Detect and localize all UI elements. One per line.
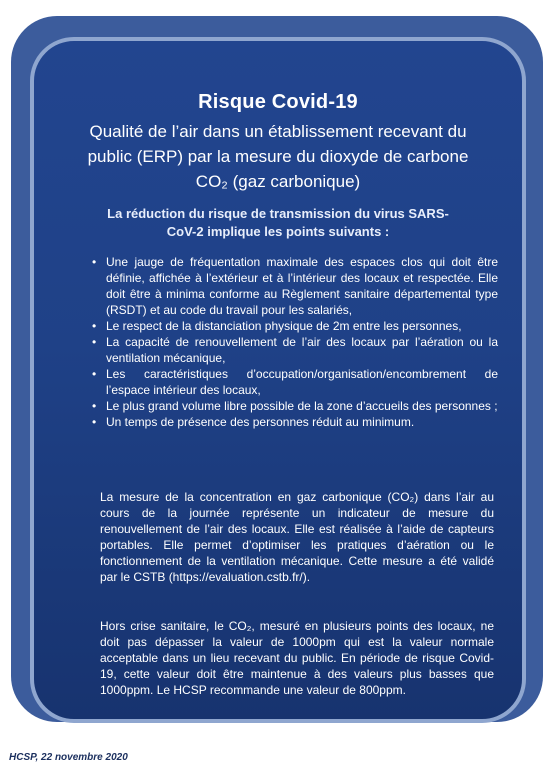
poster-title: Risque Covid-19 bbox=[198, 91, 358, 113]
poster-subtitle: Qualité de l’air dans un établissement recevant du public (ERP) par la mesure du dioxyde de carbone CO₂ (gaz carbonique) bbox=[87, 122, 469, 191]
intro-heading: La réduction du risque de transmission du virus SARS-CoV-2 implique les points suivants : bbox=[107, 206, 449, 239]
list-item: • Le plus grand volume libre possible de la zone d’accueils des personnes ; bbox=[90, 398, 498, 414]
list-item: • Une jauge de fréquentation maximale des espaces clos qui doit être définie, affichée à l’extérieur et à l’intérieur des locaux et respectée. Elle doit être à minima conforme au Règlement sanitaire départemental type (RSDT) et au code du travail pour les salariés, bbox=[90, 254, 498, 318]
poster-frame bbox=[11, 16, 543, 722]
measurement-paragraph: La mesure de la concentration en gaz carbonique (CO₂) dans l’air au cours de la journée représente un indicateur de mesure du renouvellement de l’air des locaux. Elle est réalisée à l’aide de capteurs portables. Elle permet d’optimiser les pratiques d’aération ou le fonctionnement de la ventilation mécanique. Cette mesure a été validé par le CSTB (https://evaluation.cstb.fr/). bbox=[100, 490, 494, 584]
list-item: • Un temps de présence des personnes réduit au minimum. bbox=[90, 414, 498, 430]
list-item: • Le respect de la distanciation physique de 2m entre les personnes, bbox=[90, 318, 498, 334]
list-item: • La capacité de renouvellement de l’air des locaux par l’aération ou la ventilation mécanique, bbox=[90, 334, 498, 366]
threshold-paragraph: Hors crise sanitaire, le CO₂, mesuré en plusieurs points des locaux, ne doit pas dépasser la valeur de 1000pm qui est la valeur normale acceptable dans un lieu recevant du public. En période de risque Covid-19, cette valeur doit être maintenue à des valeurs plus basses que 1000ppm. Le HCSP recommande une valeur de 800ppm. bbox=[100, 619, 494, 697]
list-item: • Les caractéristiques d’occupation/organisation/encombrement de l’espace intérieur des locaux, bbox=[90, 366, 498, 398]
info-card bbox=[30, 37, 526, 723]
footer-source-date: HCSP, 22 novembre 2020 bbox=[9, 752, 128, 763]
points-list bbox=[90, 254, 498, 430]
